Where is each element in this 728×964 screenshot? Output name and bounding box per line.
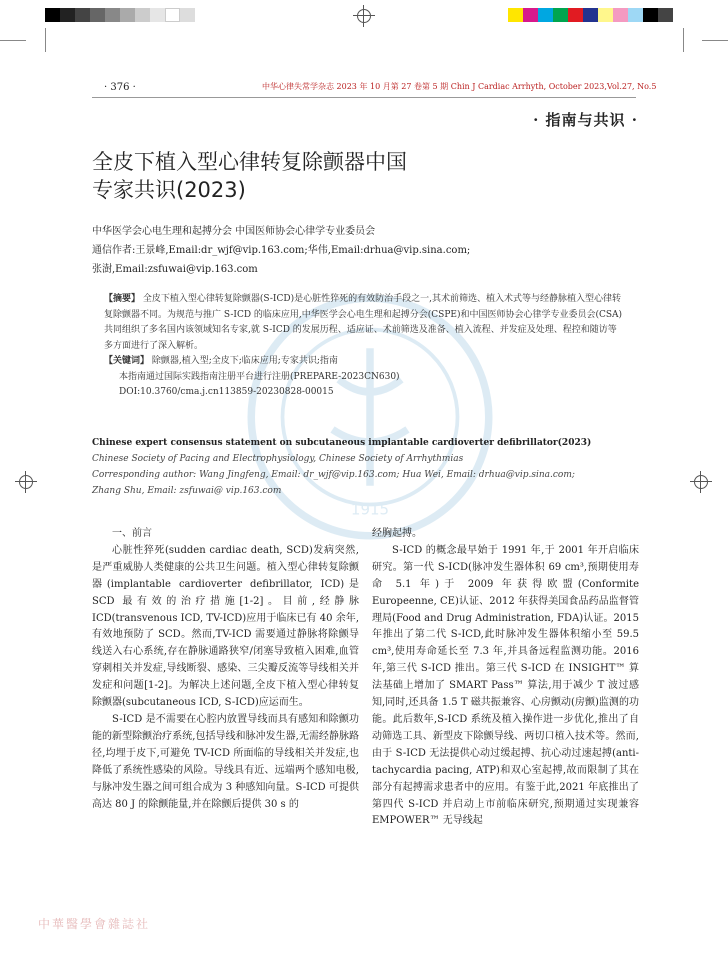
section-tag: · 指南与共识 ·	[533, 111, 638, 129]
keywords-label: 【关键词】	[104, 356, 150, 366]
registration-mark-left	[15, 471, 37, 493]
paragraph: S-ICD 的概念最早始于 1991 年,于 2001 年开启临床研究。第一代 S-ICD(脉冲发生器体积 69 cm³,预期使用寿命 5.1 年)于 2009 年获得欧盟(Conformite Europeenne, CE)认证、2012 年获得美国食品药品监督管理局(Food and Drug Administration, FDA)认证。2015 年推出了第二代 S-ICD,此时脉冲发生器体积缩小至 59.5 cm³,使用寿命延长至 7.3 年,并具备远程监测功能。2016 年,第三代 S-ICD 推出。第三代 S-ICD 在 INSIGHT™ 算法基础上增加了 SMART Pass™ 算法,用于减少 T 波过感知,同时,还具备 1.5 T 磁共振兼容、心房颤动(房颤)监测的功能。此后数年,S-ICD 系统及植入操作进一步优化,推出了自动筛选工具、新型皮下除颤导线、两切口植入技术等。然而,由于 S-ICD 无法提供心动过缓起搏、抗心动过速起搏(anti-tachycardia pacing, ATP)和双心室起搏,故而限制了其在部分有起搏需求患者中的应用。有鉴于此,2021 年底推出了第四代 S-ICD 并启动上市前临床研究,预期通过实现兼容 EMPOWER™ 无导线起	[372, 544, 639, 827]
body-column-left	[92, 526, 359, 813]
registration-note: 本指南通过国际实践指南注册平台进行注册(PREPARE-2023CN630)	[119, 371, 400, 382]
title-line-2: 专家共识(2023)	[92, 178, 246, 202]
author-organizations: 中华医学会心电生理和起搏分会 中国医师协会心律学专业委员会	[92, 226, 376, 237]
crop-mark	[45, 28, 46, 52]
abstract-block	[104, 292, 624, 401]
paragraph: 经胸起搏。	[372, 528, 422, 539]
page-number: · 376 ·	[104, 82, 136, 93]
svg-text:1915: 1915	[350, 500, 390, 519]
title-line-1: 全皮下植入型心律转复除颤器中国	[92, 150, 407, 174]
english-corresponding-cont: Zhang Shu, Email: zsfuwai@ vip.163.com	[92, 486, 282, 496]
header-rule	[92, 97, 636, 98]
crop-mark	[0, 40, 26, 41]
registration-mark-right	[690, 471, 712, 493]
section-heading: 一、前言	[112, 528, 152, 539]
article-title	[92, 148, 407, 204]
english-corresponding: Corresponding author: Wang Jingfeng, Email: dr_wjf@vip.163.com; Hua Wei, Email: drhua@vip.sina.com;	[92, 470, 575, 480]
running-head: 中华心律失常学杂志 2023 年 10 月第 27 卷第 5 期 Chin J Cardiac Arrhyth, October 2023,Vol.27, No.5	[262, 82, 657, 91]
corresponding-authors-cont: 张澍,Email:zsfuwai@vip.163.com	[92, 264, 258, 275]
abstract-text: 【摘要】 全皮下植入型心律转复除颤器(S-ICD)是心脏性猝死的有效防治手段之一,其术前筛选、植入术式等与经静脉植入型心律转复除颤器不同。为规范与推广 S-ICD 的临床应用,中华医学会心电生理和起搏分会(CSPE)和中国医师协会心律学专业委员会(CSA)共同组织了多名国内该领域知名专家,就 S-ICD 的发展历程、适应证、术前筛选及准备、植入流程、并发症及处理、程控和随访等多方面进行了深入解析。	[104, 294, 623, 351]
crop-mark	[683, 28, 684, 52]
cmyk-color-bar	[508, 8, 673, 22]
abstract-label: 【摘要】	[104, 294, 141, 304]
corresponding-authors: 通信作者:王景峰,Email:dr_wjf@vip.163.com;华伟,Email:drhua@vip.sina.com;	[92, 245, 471, 256]
english-organizations: Chinese Society of Pacing and Electrophysiology, Chinese Society of Arrhythmias	[92, 454, 464, 464]
paragraph: 心脏性猝死(sudden cardiac death, SCD)发病突然,是严重威胁人类健康的公共卫生问题。植入型心律转复除颤器(implantable cardioverter defibrillator, ICD)是 SCD 最有效的治疗措施[1-2]。目前,经静脉 ICD(transvenous ICD, TV-ICD)应用于临床已有 40 余年,有效地预防了 SCD。然而,TV-ICD 需要通过静脉将除颤导线送入右心系统,存在静脉通路狭窄/闭塞导致植入困难,血管穿刺相关并发症,导线断裂、感染、三尖瓣反流等导线相关并发症和问题[1-2]。为解决上述问题,全皮下植入型心律转复除颤器(subcutaneous ICD, S-ICD)应运而生。	[92, 544, 359, 709]
registration-mark-top	[353, 5, 375, 27]
publisher-logo: 中華醫學會雜誌社	[38, 917, 151, 931]
crop-mark	[702, 40, 728, 41]
english-title: Chinese expert consensus statement on subcutaneous implantable cardioverter defibrillator(2023)	[92, 438, 592, 448]
keywords: 【关键词】 除颤器,植入型;全皮下;临床应用;专家共识;指南	[104, 356, 338, 366]
doi: DOI:10.3760/cma.j.cn113859-20230828-00015	[119, 387, 334, 397]
body-column-right	[372, 526, 639, 830]
grayscale-color-bar	[45, 8, 195, 22]
paragraph: S-ICD 是不需要在心腔内放置导线而具有感知和除颤功能的新型除颤治疗系统,包括导线和脉冲发生器,无需经静脉路径,均埋于皮下,可避免 TV-ICD 所面临的导线相关并发症,也降低了系统性感染的风险。导线具有近、远端两个感知电极,与脉冲发生器之间可组合成为 3 种感知向量。S-ICD 可提供高达 80 J 的除颤能量,并在除颤后提供 30 s 的	[92, 713, 359, 810]
